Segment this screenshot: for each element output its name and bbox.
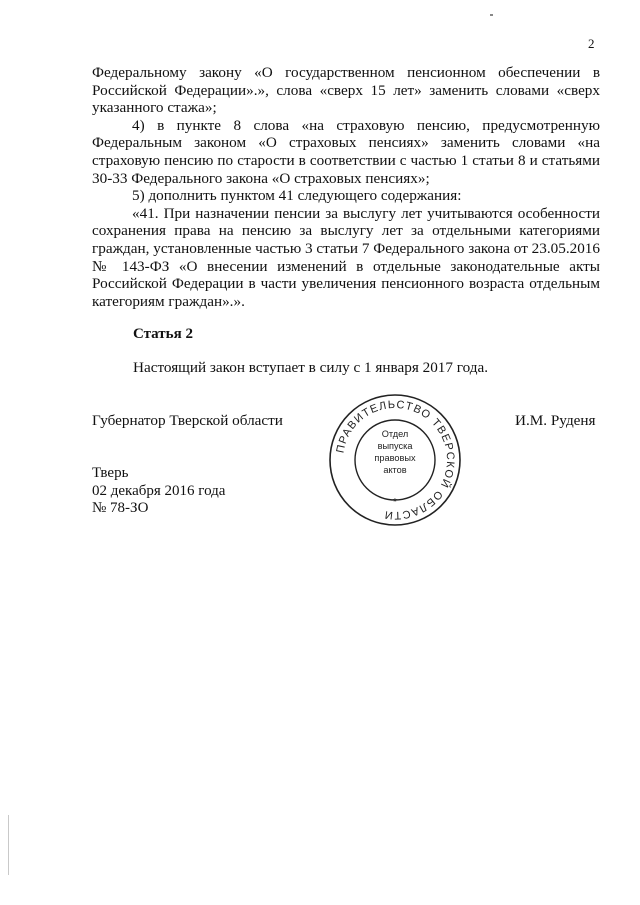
seal-ring-text: ПРАВИТЕЛЬСТВО ТВЕРСКОЙ ОБЛАСТИ [334, 398, 457, 522]
official-seal [327, 392, 463, 528]
seal-star-icon: * [393, 497, 397, 508]
seal-center-line: Отдел [381, 429, 409, 439]
governor-title: Губернатор Тверской области [92, 412, 283, 429]
paragraph-quote-41: «41. При назначении пенсии за выслугу лет учитываются особенности сохранения права на пенсию за выслугу лет за отдельными категориями граждан, установленные частью 3 статьи 7 Федерального закона от 23.05.2016 № 143-ФЗ «О внесении изменений в отдельные законодательные акты Российской Федерации в части увеличения пенсионного возраста отдельным категориям граждан».». [92, 204, 600, 310]
law-number: № 78-ЗО [92, 500, 149, 516]
scan-speck [490, 14, 493, 16]
paragraph-item-5: 5) дополнить пунктом 41 следующего содержания: [132, 187, 462, 205]
city: Тверь [92, 465, 129, 481]
seal-center-line: актов [383, 465, 407, 475]
seal-center-line: выпуска [377, 441, 413, 451]
seal-center-line: правовых [374, 453, 416, 463]
document-body [92, 64, 600, 310]
signatory-name: И.М. Руденя [515, 412, 596, 429]
page-number: 2 [588, 36, 595, 51]
article-heading: Статья 2 [133, 326, 193, 342]
scan-margin-mark [8, 815, 9, 875]
paragraph-continuation: Федеральному закону «О государственном пенсионном обеспечении в Российской Федерации».», слова «сверх 15 лет» заменить словами «сверх указанного стажа»; [92, 64, 600, 117]
law-effective-date: Настоящий закон вступает в силу с 1 января 2017 года. [133, 359, 489, 376]
paragraph-item-4: 4) в пункте 8 слова «на страховую пенсию, предусмотренную Федеральным законом «О страховых пенсиях» заменить словами «на страховую пенсию по старости в соответствии с частью 1 статьи 8 и статьями 30-33 Федерального закона «О страховых пенсиях»; [92, 116, 600, 187]
signing-date: 02 декабря 2016 года [92, 483, 226, 499]
